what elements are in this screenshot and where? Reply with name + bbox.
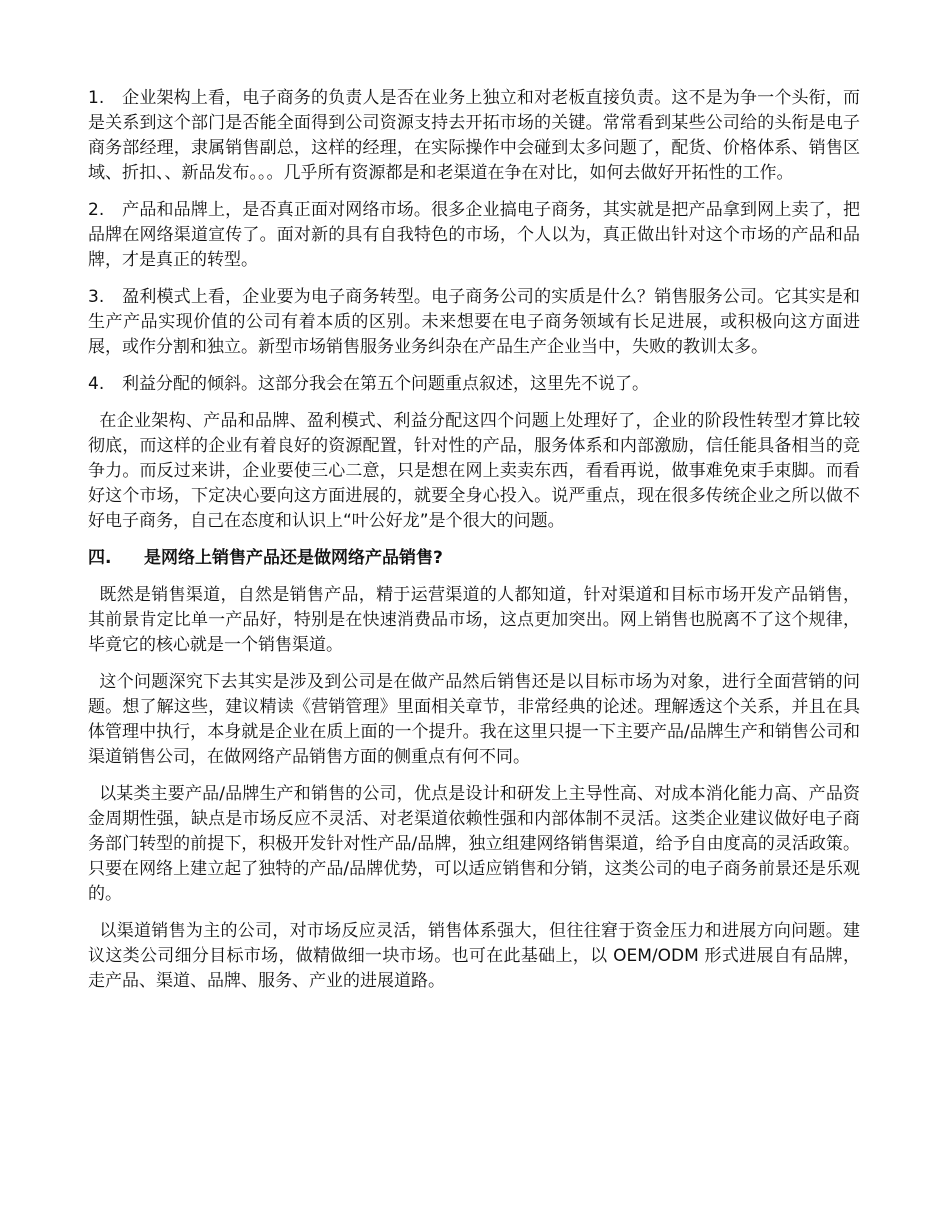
- body-text: 这个问题深究下去其实是涉及到公司是在做产品然后销售还是以目标市场为对象，进行全面营销的问题。想了解这些，建议精读《营销管理》里面相关章节，非常经典的论述。理解透这个关系，并且在具体管理中执行，本身就是企业在质上面的一个提升。我在这里只提一下主要产品/品牌生产和销售公司和渠道销售公司，在做网络产品销售方面的侧重点有何不同。: [88, 672, 861, 767]
- section-number: 四.: [88, 548, 112, 568]
- paragraph-text: 产品和品牌上，是否真正面对网络市场。很多企业搞电子商务，其实就是把产品拿到网上卖了，把品牌在网络渠道宣传了。面对新的具有自我特色的市场，个人以为，真正做出针对这个市场的产品和品牌，才是真正的转型。: [88, 200, 860, 270]
- numbered-paragraph-1: [88, 86, 860, 186]
- paragraph-text: 利益分配的倾斜。这部分我会在第五个问题重点叙述，这里先不说了。: [122, 374, 649, 394]
- body-text: 既然是销售渠道，自然是销售产品，精于运营渠道的人都知道，针对渠道和目标市场开发产品销售，其前景肯定比单一产品好，特别是在快速消费品市场，这点更加突出。网上销售也脱离不了这个规律，毕竟它的核心就是一个销售渠道。: [88, 585, 861, 655]
- paragraph-number: 3.: [88, 287, 105, 307]
- paragraph-text: 企业架构上看，电子商务的负责人是否在业务上独立和对老板直接负责。这不是为争一个头衔，而是关系到这个部门是否能全面得到公司资源支持去开拓市场的关键。常常看到某些公司给的头衔是电子商务部经理，隶属销售副总，这样的经理，在实际操作中会碰到太多问题了，配货、价格体系、销售区域、折扣、、新品发布。。。几乎所有资源都是和老渠道在争在对比，如何去做好开拓性的工作。: [88, 88, 860, 183]
- section-heading: [88, 546, 860, 571]
- section-title: 是网络上销售产品还是做网络产品销售?: [144, 548, 443, 568]
- document-page: [88, 86, 860, 1006]
- paragraph-number: 4.: [88, 374, 105, 394]
- body-paragraph-1: [88, 583, 860, 658]
- body-paragraph-2: [88, 670, 860, 770]
- summary-text: 在企业架构、产品和品牌、盈利模式、利益分配这四个问题上处理好了，企业的阶段性转型才算比较彻底，而这样的企业有着良好的资源配置，针对性的产品，服务体系和内部激励，信任能具备相当的竞争力。而反过来讲，企业要使三心二意，只是想在网上卖卖东西，看看再说，做事难免束手束脚。而看好这个市场，下定决心要向这方面进展的，就要全身心投入。说严重点，现在很多传统企业之所以做不好电子商务，自己在态度和认识上“叶公好龙”是个很大的问题。: [88, 411, 861, 531]
- summary-paragraph: [88, 409, 860, 534]
- numbered-paragraph-4: [88, 372, 860, 397]
- body-paragraph-4: [88, 919, 860, 994]
- numbered-paragraph-3: [88, 285, 860, 360]
- body-paragraph-3: [88, 782, 860, 907]
- body-text: 以某类主要产品/品牌生产和销售的公司，优点是设计和研发上主导性高、对成本消化能力高、产品资金周期性强，缺点是市场反应不灵活、对老渠道依赖性强和内部体制不灵活。这类企业建议做好电子商务部门转型的前提下，积极开发针对性产品/品牌，独立组建网络销售渠道，给予自由度高的灵活政策。只要在网络上建立起了独特的产品/品牌优势，可以适应销售和分销，这类公司的电子商务前景还是乐观的。: [88, 784, 860, 904]
- body-text: 以渠道销售为主的公司，对市场反应灵活，销售体系强大，但往往窘于资金压力和进展方向问题。建议这类公司细分目标市场，做精做细一块市场。也可在此基础上，以 OEM/ODM 形式进展自有品牌，走产品、渠道、品牌、服务、产业的进展道路。: [88, 921, 861, 991]
- numbered-paragraph-2: [88, 198, 860, 273]
- paragraph-number: 1.: [88, 88, 105, 108]
- paragraph-number: 2.: [88, 200, 105, 220]
- paragraph-text: 盈利模式上看，企业要为电子商务转型。电子商务公司的实质是什么？销售服务公司。它其实是和生产产品实现价值的公司有着本质的区别。未来想要在电子商务领域有长足进展，或积极向这方面进展，或作分割和独立。新型市场销售服务业务纠杂在产品生产企业当中，失败的教训太多。: [88, 287, 860, 357]
